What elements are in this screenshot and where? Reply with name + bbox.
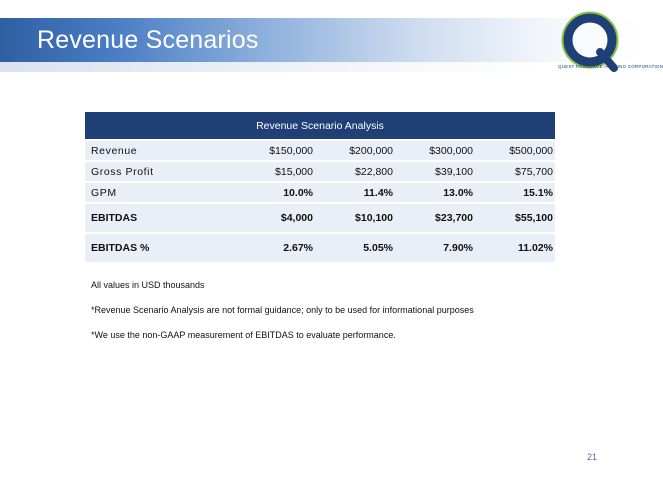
slide-title: Revenue Scenarios	[37, 26, 259, 54]
table-cell: 7.90%	[395, 233, 475, 262]
row-label-revenue: Revenue	[85, 140, 235, 161]
table-row	[85, 182, 555, 203]
table-cell: 11.02%	[475, 233, 555, 262]
logo-wordmark: QUEST RESOURCE HOLDING CORPORATION	[558, 64, 663, 69]
row-label-ebitdas: EBITDAS	[85, 203, 235, 233]
footnotes	[91, 280, 474, 355]
table-row	[85, 161, 555, 182]
note-guidance-disclaimer: *Revenue Scenario Analysis are not formal guidance; only to be used for informational purposes	[91, 305, 474, 315]
table-cell: $300,000	[395, 140, 475, 161]
table-cell: $75,700	[475, 161, 555, 182]
table-cell: $22,800	[315, 161, 395, 182]
table-cell: 11.4%	[315, 182, 395, 203]
table-cell: $39,100	[395, 161, 475, 182]
note-non-gaap: *We use the non-GAAP measurement of EBITDAS to evaluate performance.	[91, 330, 396, 340]
row-label-ebitdas-pct: EBITDAS %	[85, 233, 235, 262]
revenue-scenario-table	[85, 112, 555, 262]
table-caption-row	[85, 112, 555, 140]
page-number: 21	[587, 452, 598, 462]
table-row	[85, 140, 555, 161]
table-caption: Revenue Scenario Analysis	[85, 112, 555, 140]
header-accent-strip	[0, 62, 540, 72]
table-cell: $150,000	[235, 140, 315, 161]
table-cell: $15,000	[235, 161, 315, 182]
table-cell: $10,100	[315, 203, 395, 233]
table-cell: 15.1%	[475, 182, 555, 203]
note-units: All values in USD thousands	[91, 280, 205, 290]
table-cell: 13.0%	[395, 182, 475, 203]
table-cell: $4,000	[235, 203, 315, 233]
table-row	[85, 203, 555, 233]
table-cell: 2.67%	[235, 233, 315, 262]
table-cell: $23,700	[395, 203, 475, 233]
table-cell: $500,000	[475, 140, 555, 161]
table-cell: $200,000	[315, 140, 395, 161]
row-label-gpm: GPM	[85, 182, 235, 203]
table-row	[85, 233, 555, 262]
table-cell: $55,100	[475, 203, 555, 233]
table-cell: 10.0%	[235, 182, 315, 203]
row-label-gross-profit: Gross Profit	[85, 161, 235, 182]
table-cell: 5.05%	[315, 233, 395, 262]
